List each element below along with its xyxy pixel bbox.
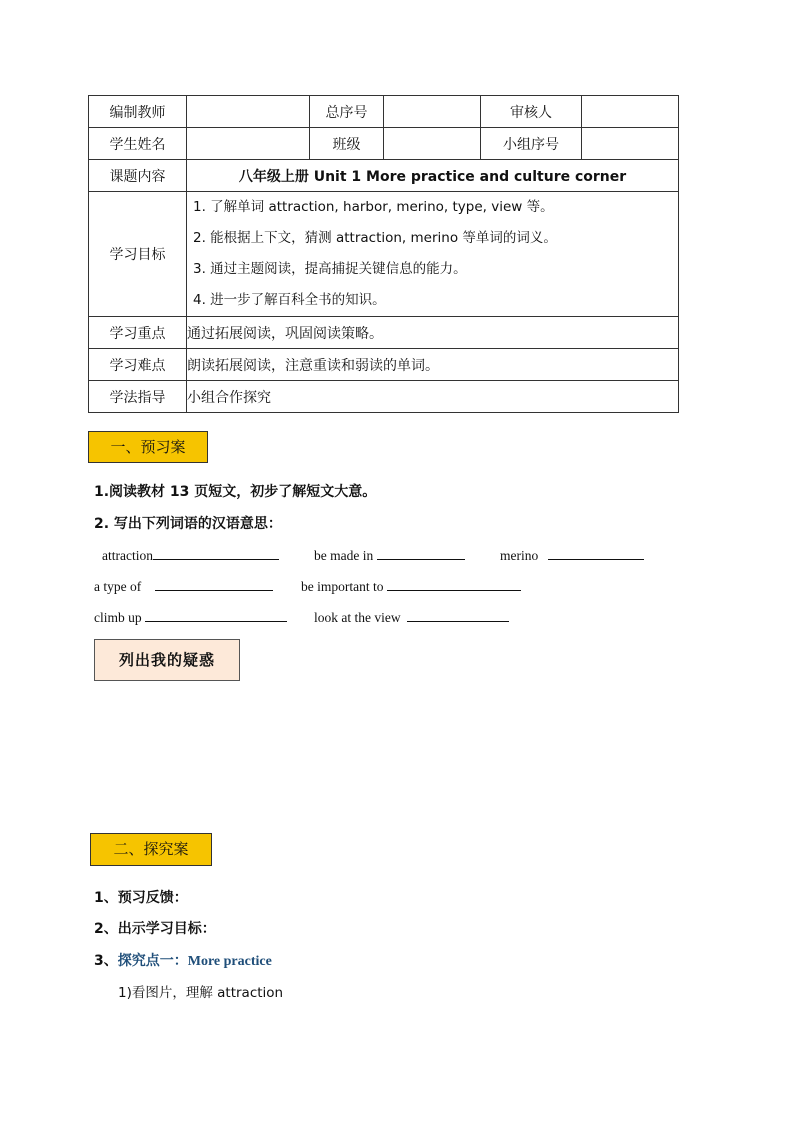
- answer-blank[interactable]: [145, 607, 287, 622]
- topic-label: 课题内容: [89, 160, 187, 192]
- table-row: [89, 317, 679, 349]
- serial-field: [384, 96, 481, 128]
- serial-label: 总序号: [310, 96, 384, 128]
- vocab-word: be made in: [314, 548, 374, 563]
- answer-blank[interactable]: [377, 545, 465, 560]
- goal-item: 2. 能根据上下文，猜测 attraction, merino 等单词的词义。: [193, 230, 557, 246]
- reviewer-field: [582, 96, 679, 128]
- vocab-attraction: [102, 545, 279, 564]
- topic-value: 八年级上册 Unit 1 More practice and culture corner: [187, 160, 679, 192]
- vocab-climb-up: [94, 607, 287, 626]
- goals-label: 学习目标: [89, 192, 187, 317]
- my-doubts-box: 列出我的疑惑: [94, 639, 240, 681]
- table-row: [89, 160, 679, 192]
- explore-item-3: [94, 950, 272, 970]
- vocab-word: be important to: [301, 579, 384, 594]
- table-row: [89, 192, 679, 317]
- answer-blank[interactable]: [153, 545, 279, 560]
- goal-item: 3. 通过主题阅读，提高捕捉关键信息的能力。: [193, 261, 467, 277]
- vocab-word: a type of: [94, 579, 142, 594]
- explore-sub-1: 1)看图片，理解 attraction: [118, 985, 284, 1001]
- vocab-word: attraction: [102, 548, 153, 563]
- goal-item: 4. 进一步了解百科全书的知识。: [193, 292, 386, 308]
- class-field: [384, 128, 481, 160]
- preview-item-2-text: 2. 写出下列词语的汉语意思：: [94, 516, 282, 532]
- explore-point-topic: More practice: [187, 954, 272, 969]
- preview-item-1-text: 1.阅读教材 13 页短文，初步了解短文大意。: [94, 484, 377, 500]
- teacher-label: 编制教师: [89, 96, 187, 128]
- vocab-merino: [500, 545, 644, 564]
- method-label: 学法指导: [89, 381, 187, 413]
- vocab-be-made-in: [314, 545, 465, 564]
- vocab-be-important-to: [301, 576, 521, 595]
- table-row: [89, 128, 679, 160]
- difficulty-label: 学习难点: [89, 349, 187, 381]
- group-field: [582, 128, 679, 160]
- student-name-label: 学生姓名: [89, 128, 187, 160]
- explore-item-1: 1、预习反馈：: [94, 890, 188, 906]
- table-row: [89, 96, 679, 128]
- table-row: [89, 381, 679, 413]
- preview-item-2: [94, 513, 282, 533]
- explore-point-label: 探究点一：: [117, 953, 188, 969]
- answer-blank[interactable]: [548, 545, 644, 560]
- vocab-a-type-of: [94, 576, 273, 595]
- explore-section-header: 二、探究案: [90, 833, 212, 866]
- goal-item: 1. 了解单词 attraction, harbor, merino, type, view 等。: [193, 199, 554, 215]
- explore-item-2: 2、出示学习目标：: [94, 921, 216, 937]
- answer-blank[interactable]: [155, 576, 273, 591]
- goals-cell: [187, 192, 679, 317]
- vocab-look-at-the-view: [314, 607, 509, 626]
- vocab-word: climb up: [94, 610, 142, 625]
- preview-section-header: 一、预习案: [88, 431, 208, 463]
- answer-blank[interactable]: [387, 576, 521, 591]
- reviewer-label: 审核人: [481, 96, 582, 128]
- group-label: 小组序号: [481, 128, 582, 160]
- key-label: 学习重点: [89, 317, 187, 349]
- explore-item-3-number: 3、: [94, 953, 118, 969]
- student-name-field: [187, 128, 310, 160]
- teacher-field: [187, 96, 310, 128]
- difficulty-value: 朗读拓展阅读，注意重读和弱读的单词。: [187, 349, 679, 381]
- answer-blank[interactable]: [407, 607, 509, 622]
- info-table: [88, 95, 679, 413]
- method-value: 小组合作探究: [187, 381, 679, 413]
- preview-item-1: [94, 481, 376, 501]
- class-label: 班级: [310, 128, 384, 160]
- vocab-word: look at the view: [314, 610, 401, 625]
- key-value: 通过拓展阅读，巩固阅读策略。: [187, 317, 679, 349]
- vocab-word: merino: [500, 548, 539, 563]
- table-row: [89, 349, 679, 381]
